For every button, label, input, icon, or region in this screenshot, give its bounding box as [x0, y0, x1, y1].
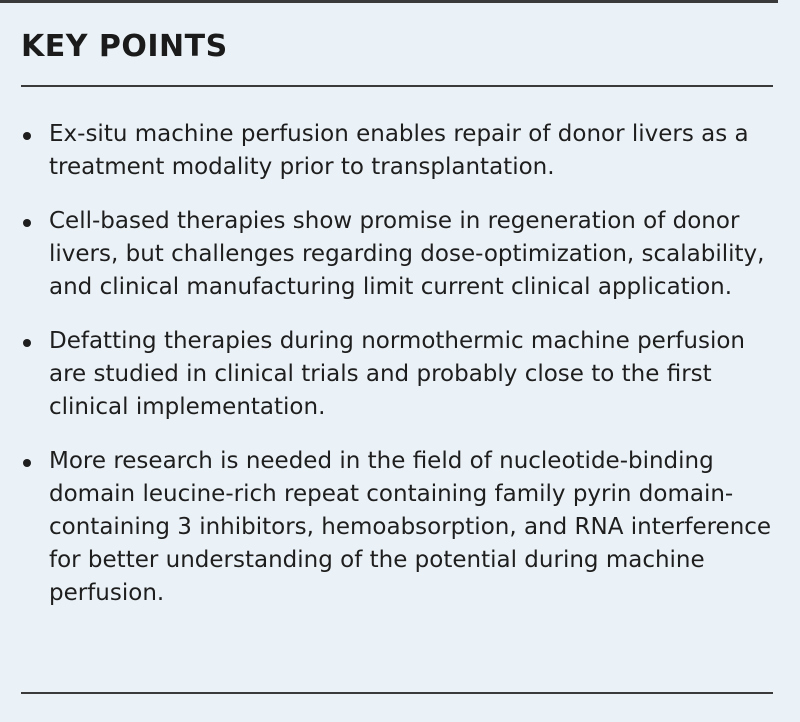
title-divider — [21, 85, 773, 87]
key-points-title: KEY POINTS — [21, 29, 228, 64]
bullet-icon — [23, 219, 31, 227]
key-point-text: Cell-based therapies show promise in regeneration of donor livers, but challenges regarding dose-optimization, scalability, and clinical manufacturing limit current clinical application. — [49, 208, 765, 300]
bullet-icon — [23, 132, 31, 140]
key-point-text: More research is needed in the field of nucleotide-binding domain leucine-rich repeat containing family pyrin domain-containing 3 inhibitors, hemoabsorption, and RNA interference for better understanding of the potential during machine perfusion. — [49, 448, 772, 606]
key-point-item — [21, 445, 781, 610]
key-points-list — [21, 118, 781, 631]
bullet-icon — [23, 459, 31, 467]
key-point-item — [21, 205, 781, 304]
top-rule — [0, 0, 778, 3]
bottom-divider — [21, 692, 773, 694]
bullet-icon — [23, 339, 31, 347]
key-point-text: Ex-situ machine perfusion enables repair of donor livers as a treatment modality prior to transplantation. — [49, 121, 749, 180]
key-point-item — [21, 118, 781, 184]
key-point-text: Defatting therapies during normothermic machine perfusion are studied in clinical trials and probably close to the first clinical implementation. — [49, 328, 745, 420]
key-point-item — [21, 325, 781, 424]
